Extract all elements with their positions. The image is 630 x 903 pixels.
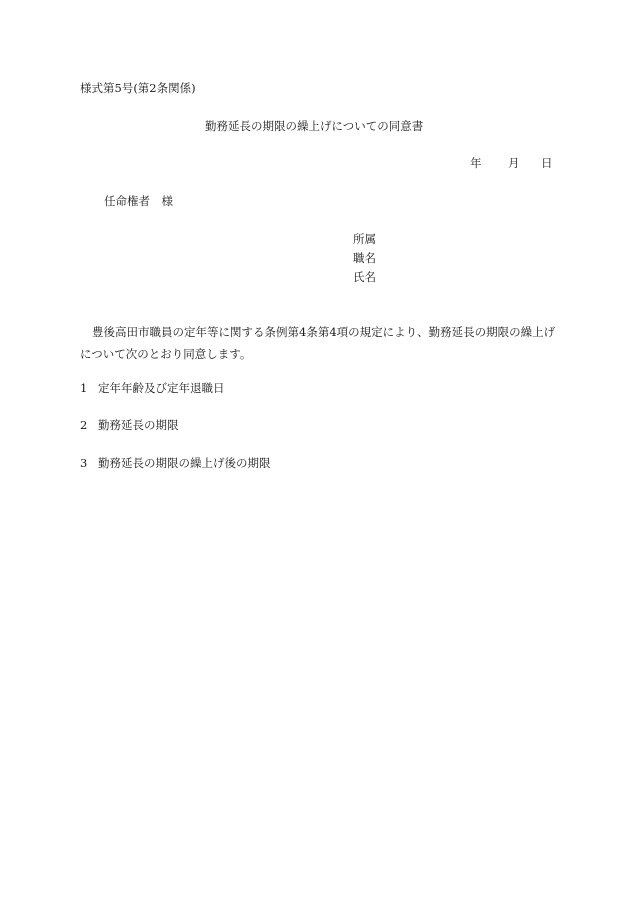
item-label: 勤務延長の期限の繰上げ後の期限	[98, 456, 271, 470]
item-number: 1	[80, 381, 88, 395]
date-month-label: 月	[508, 156, 520, 170]
item-number: 3	[80, 456, 88, 470]
list-item	[80, 456, 271, 470]
item-label: 定年年齢及び定年退職日	[98, 381, 225, 395]
date-year-label: 年	[470, 156, 482, 170]
list-item	[80, 418, 179, 432]
document-title: 勤務延長の期限の繰上げについての同意書	[205, 119, 424, 133]
form-number: 様式第5号(第2条関係)	[80, 81, 196, 95]
list-item	[80, 381, 225, 395]
signer-name-label: 氏名	[353, 270, 376, 284]
consent-body-text: 豊後高田市職員の定年等に関する条例第4条第4項の規定により、勤務延長の期限の繰上げについて次のとおり同意します。	[80, 325, 556, 361]
signer-job-title-label: 職名	[353, 251, 376, 265]
item-label: 勤務延長の期限	[98, 418, 179, 432]
addressee: 任命権者 様	[104, 194, 173, 208]
date-day-label: 日	[541, 156, 553, 170]
item-number: 2	[80, 418, 88, 432]
signer-affiliation-label: 所属	[353, 232, 376, 246]
